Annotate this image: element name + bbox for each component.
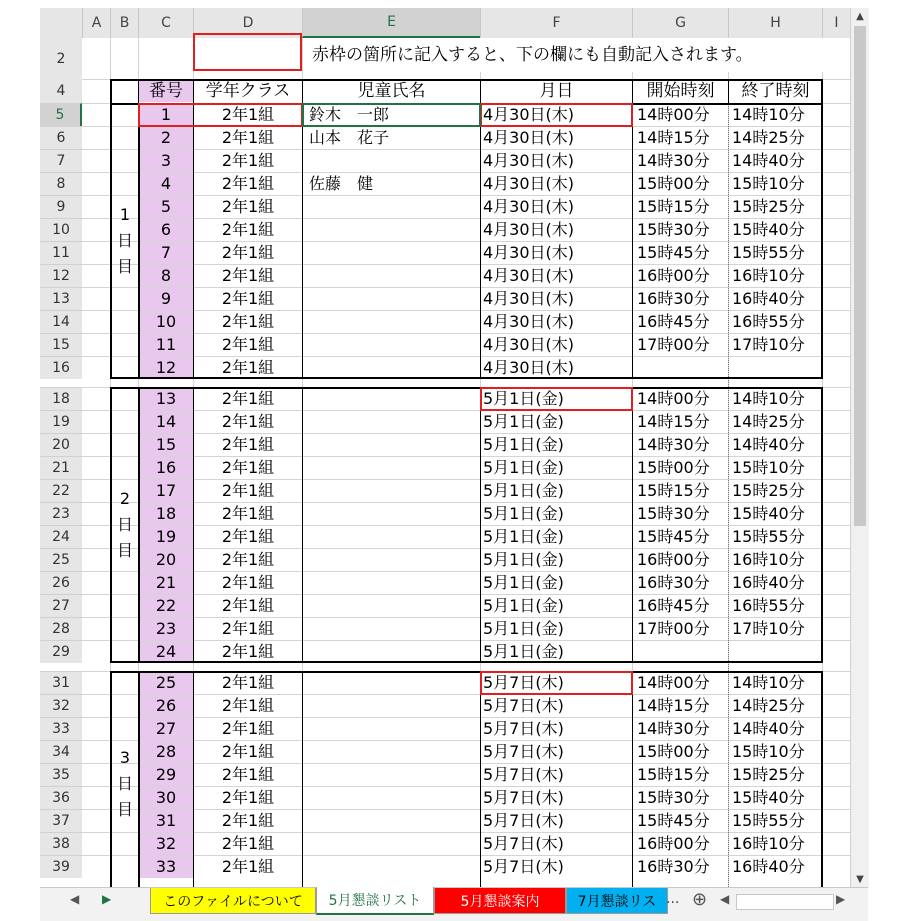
row-number: 20 <box>139 549 193 571</box>
grade-class-cell[interactable]: 2年1組 <box>221 550 275 569</box>
grade-class-cell[interactable]: 2年1組 <box>221 435 275 454</box>
row-number: 17 <box>139 480 193 502</box>
end-time-cell[interactable]: 17時10分 <box>732 335 805 354</box>
column-divider <box>632 387 633 663</box>
day-label-char: 目 <box>116 257 133 276</box>
end-time-cell[interactable]: 15時10分 <box>732 742 805 761</box>
row-number: 10 <box>139 311 193 333</box>
date-cell[interactable]: 5月7日(木) <box>483 719 564 738</box>
grade-class-cell[interactable]: 2年1組 <box>221 389 275 408</box>
end-time-cell[interactable]: 14時40分 <box>732 435 805 454</box>
column-divider <box>193 671 194 887</box>
row-number: 19 <box>139 526 193 548</box>
grade-class-cell[interactable]: 2年1組 <box>221 220 275 239</box>
header-divider <box>728 79 729 103</box>
row-number: 30 <box>139 787 193 809</box>
date-cell[interactable]: 5月1日(金) <box>483 573 564 592</box>
grade-class-cell[interactable]: 2年1組 <box>221 742 275 761</box>
end-time-cell[interactable]: 17時10分 <box>732 619 805 638</box>
day-label-char: 日 <box>116 231 133 250</box>
row-number: 2 <box>139 127 193 149</box>
start-time-cell[interactable]: 16時45分 <box>637 596 710 615</box>
header-start-time: 開始時刻 <box>633 80 728 102</box>
column-header-h[interactable]: H <box>728 8 822 38</box>
grade-class-cell[interactable]: 2年1組 <box>221 527 275 546</box>
end-time-cell[interactable]: 14時10分 <box>732 673 805 692</box>
column-divider <box>480 671 481 887</box>
date-cell[interactable]: 4月30日(木) <box>483 266 575 285</box>
sheet-tab[interactable]: 5月懇談案内 <box>434 888 566 914</box>
date-cell[interactable]: 5月7日(木) <box>483 673 564 692</box>
grade-class-cell[interactable]: 2年1組 <box>221 719 275 738</box>
grade-class-cell[interactable]: 2年1組 <box>221 266 275 285</box>
start-time-cell[interactable]: 14時30分 <box>637 435 710 454</box>
date-cell[interactable]: 5月1日(金) <box>483 504 564 523</box>
group-divider <box>138 103 140 379</box>
active-cell-selection[interactable] <box>302 103 481 127</box>
date-cell[interactable]: 5月1日(金) <box>483 550 564 569</box>
end-time-cell[interactable]: 15時10分 <box>732 174 805 193</box>
row-header[interactable]: 29 <box>40 640 82 663</box>
row-header[interactable]: 13 <box>40 287 82 310</box>
end-time-cell[interactable]: 14時10分 <box>732 105 805 124</box>
date-cell[interactable]: 5月1日(金) <box>483 527 564 546</box>
column-divider <box>480 103 481 379</box>
hscroll-left-icon[interactable]: ◀ <box>720 892 730 906</box>
group-border <box>110 387 823 663</box>
column-divider <box>632 103 633 379</box>
row-number: 18 <box>139 503 193 525</box>
red-number-frame <box>138 103 303 127</box>
start-time-cell[interactable]: 15時15分 <box>637 765 710 784</box>
end-time-cell[interactable]: 15時40分 <box>732 504 805 523</box>
end-time-cell[interactable]: 14時10分 <box>732 389 805 408</box>
row-header[interactable]: 14 <box>40 310 82 333</box>
end-time-cell[interactable]: 15時25分 <box>732 481 805 500</box>
date-cell[interactable]: 5月1日(金) <box>483 458 564 477</box>
sheet-tab[interactable]: 7月懇談リス <box>566 888 668 914</box>
day-label <box>112 202 138 280</box>
start-time-cell[interactable]: 14時00分 <box>637 389 710 408</box>
header-number: 番号 <box>139 80 193 102</box>
date-cell[interactable]: 4月30日(木) <box>483 151 575 170</box>
row-number: 31 <box>139 810 193 832</box>
date-cell[interactable]: 4月30日(木) <box>483 197 575 216</box>
student-name-cell[interactable]: 山本 花子 <box>309 128 390 147</box>
column-divider <box>480 387 481 663</box>
grade-class-cell[interactable]: 2年1組 <box>221 481 275 500</box>
row-number: 29 <box>139 764 193 786</box>
grade-class-cell[interactable]: 2年1組 <box>221 811 275 830</box>
date-cell[interactable]: 5月1日(金) <box>483 389 564 408</box>
grade-class-cell[interactable]: 2年1組 <box>221 573 275 592</box>
instruction-text: 赤枠の箇所に記入すると、下の欄にも自動記入されます。 <box>306 38 826 72</box>
end-time-cell[interactable]: 15時25分 <box>732 765 805 784</box>
end-time-cell[interactable]: 14時40分 <box>732 151 805 170</box>
red-date-frame <box>480 103 633 127</box>
red-input-frame[interactable] <box>193 33 302 71</box>
start-time-cell[interactable]: 15時45分 <box>637 527 710 546</box>
start-time-cell[interactable]: 15時45分 <box>637 811 710 830</box>
column-header-g[interactable]: G <box>632 8 728 38</box>
day-label-char: 2 <box>119 489 131 508</box>
end-time-cell[interactable]: 16時40分 <box>732 573 805 592</box>
grade-class-cell[interactable]: 2年1組 <box>221 696 275 715</box>
grade-class-cell[interactable]: 2年1組 <box>221 197 275 216</box>
header-divider <box>632 79 633 103</box>
date-cell[interactable]: 5月7日(木) <box>483 857 564 876</box>
end-time-cell[interactable]: 14時25分 <box>732 128 805 147</box>
row-number: 8 <box>139 265 193 287</box>
row-number: 6 <box>139 219 193 241</box>
date-cell[interactable]: 5月7日(木) <box>483 834 564 853</box>
start-time-cell[interactable]: 17時00分 <box>637 619 710 638</box>
group-divider <box>138 671 140 897</box>
grade-class-cell[interactable]: 2年1組 <box>221 243 275 262</box>
grade-class-cell[interactable]: 2年1組 <box>221 834 275 853</box>
day-label-char: 日 <box>116 515 133 534</box>
row-number: 5 <box>139 196 193 218</box>
grade-class-cell[interactable]: 2年1組 <box>221 358 275 377</box>
date-cell[interactable]: 5月1日(金) <box>483 435 564 454</box>
column-divider <box>632 671 633 887</box>
date-cell[interactable]: 4月30日(木) <box>483 220 575 239</box>
date-cell[interactable]: 5月7日(木) <box>483 765 564 784</box>
row-number: 26 <box>139 695 193 717</box>
sheet-tab-bar <box>40 887 868 921</box>
vertical-scrollbar[interactable] <box>850 8 869 887</box>
start-time-cell[interactable]: 15時45分 <box>637 243 710 262</box>
row-header[interactable]: 9 <box>40 195 82 218</box>
start-time-cell[interactable]: 14時15分 <box>637 696 710 715</box>
row-header[interactable]: 7 <box>40 149 82 172</box>
day-label-char: 3 <box>119 748 131 767</box>
row-header[interactable]: 28 <box>40 617 82 640</box>
end-time-cell[interactable]: 16時10分 <box>732 266 805 285</box>
row-header[interactable]: 2 <box>40 38 82 79</box>
date-cell[interactable]: 4月30日(木) <box>483 174 575 193</box>
row-number: 13 <box>139 388 193 410</box>
grade-class-cell[interactable]: 2年1組 <box>221 105 275 124</box>
date-cell[interactable]: 5月1日(金) <box>483 481 564 500</box>
start-time-cell[interactable]: 14時00分 <box>637 105 710 124</box>
row-header[interactable]: 11 <box>40 241 82 264</box>
tab-overflow[interactable]: ... <box>666 891 680 907</box>
start-time-cell[interactable]: 16時30分 <box>637 289 710 308</box>
row-header[interactable]: 39 <box>40 855 82 878</box>
row-header[interactable]: 36 <box>40 786 82 809</box>
prev-sheet-icon[interactable]: ◀ <box>70 892 80 906</box>
end-time-cell[interactable]: 16時55分 <box>732 596 805 615</box>
row-header[interactable]: 19 <box>40 410 82 433</box>
row-number: 16 <box>139 457 193 479</box>
end-time-cell[interactable]: 15時40分 <box>732 788 805 807</box>
row-number: 33 <box>139 856 193 878</box>
grade-class-cell[interactable]: 2年1組 <box>221 642 275 661</box>
grade-class-cell[interactable]: 2年1組 <box>221 673 275 692</box>
column-header-c[interactable]: C <box>138 8 193 38</box>
date-cell[interactable]: 5月1日(金) <box>483 642 564 661</box>
date-cell[interactable]: 4月30日(木) <box>483 289 575 308</box>
row-number: 23 <box>139 618 193 640</box>
column-divider <box>302 387 303 663</box>
row-header[interactable]: 20 <box>40 433 82 456</box>
grade-class-cell[interactable]: 2年1組 <box>221 174 275 193</box>
start-time-cell[interactable]: 16時30分 <box>637 573 710 592</box>
column-header-e[interactable]: E <box>302 8 480 38</box>
header-divider <box>480 79 481 103</box>
grade-class-cell[interactable]: 2年1組 <box>221 504 275 523</box>
start-time-cell[interactable]: 14時30分 <box>637 151 710 170</box>
scroll-up-icon[interactable]: ▲ <box>856 10 864 22</box>
header-student-name: 児童氏名 <box>303 80 480 102</box>
start-time-cell[interactable]: 16時00分 <box>637 834 710 853</box>
row-header[interactable]: 12 <box>40 264 82 287</box>
column-divider <box>193 103 194 379</box>
row-number: 25 <box>139 672 193 694</box>
grade-class-cell[interactable]: 2年1組 <box>221 458 275 477</box>
header-border <box>110 79 823 104</box>
row-header[interactable]: 27 <box>40 594 82 617</box>
date-cell[interactable]: 4月30日(木) <box>483 358 575 377</box>
start-time-cell[interactable]: 15時15分 <box>637 197 710 216</box>
end-time-cell[interactable]: 16時10分 <box>732 550 805 569</box>
date-cell[interactable]: 4月30日(木) <box>483 243 575 262</box>
start-time-cell[interactable]: 16時30分 <box>637 857 710 876</box>
start-time-cell[interactable]: 15時15分 <box>637 481 710 500</box>
column-header-i[interactable]: I <box>822 8 850 38</box>
end-time-cell[interactable]: 15時25分 <box>732 197 805 216</box>
column-divider <box>302 671 303 887</box>
row-header[interactable]: 35 <box>40 763 82 786</box>
row-header[interactable]: 4 <box>40 79 82 103</box>
column-header-b[interactable]: B <box>110 8 138 38</box>
end-time-cell[interactable]: 15時40分 <box>732 220 805 239</box>
date-cell[interactable]: 5月7日(木) <box>483 788 564 807</box>
start-time-cell[interactable]: 16時00分 <box>637 550 710 569</box>
row-header[interactable]: 15 <box>40 333 82 356</box>
day-label <box>112 745 138 823</box>
day-label-char: 日 <box>116 774 133 793</box>
header-divider <box>302 79 303 103</box>
row-number: 11 <box>139 334 193 356</box>
row-header[interactable]: 31 <box>40 671 82 694</box>
start-time-cell[interactable]: 15時00分 <box>637 458 710 477</box>
add-sheet-icon[interactable]: ⊕ <box>692 889 708 910</box>
red-date-frame <box>480 387 633 411</box>
column-header-f[interactable]: F <box>480 8 632 38</box>
grade-class-cell[interactable]: 2年1組 <box>221 151 275 170</box>
day-label <box>112 486 138 564</box>
row-header[interactable]: 26 <box>40 571 82 594</box>
sheet-tab[interactable]: このファイルについて <box>150 888 316 914</box>
row-number: 1 <box>139 104 193 126</box>
scroll-thumb[interactable] <box>854 26 866 526</box>
grade-class-cell[interactable]: 2年1組 <box>221 596 275 615</box>
row-header[interactable]: 22 <box>40 479 82 502</box>
student-name-cell[interactable]: 佐藤 健 <box>309 174 374 193</box>
row-header[interactable]: 8 <box>40 172 82 195</box>
hscroll-right-icon[interactable]: ▶ <box>836 892 846 906</box>
header-divider <box>193 79 194 103</box>
group-border <box>110 103 823 379</box>
grade-class-cell[interactable]: 2年1組 <box>221 765 275 784</box>
grade-class-cell[interactable]: 2年1組 <box>221 857 275 876</box>
row-header[interactable]: 23 <box>40 502 82 525</box>
start-time-cell[interactable]: 15時30分 <box>637 788 710 807</box>
horizontal-scrollbar[interactable] <box>736 894 834 910</box>
grade-class-cell[interactable]: 2年1組 <box>221 335 275 354</box>
end-time-cell[interactable]: 14時25分 <box>732 696 805 715</box>
row-number: 9 <box>139 288 193 310</box>
date-cell[interactable]: 4月30日(木) <box>483 128 575 147</box>
end-time-cell[interactable]: 14時25分 <box>732 412 805 431</box>
date-cell[interactable]: 4月30日(木) <box>483 105 575 124</box>
date-cell[interactable]: 5月1日(金) <box>483 412 564 431</box>
end-time-cell[interactable]: 15時10分 <box>732 458 805 477</box>
start-time-cell[interactable]: 16時45分 <box>637 312 710 331</box>
header-end-time: 終了時刻 <box>729 80 822 102</box>
date-cell[interactable]: 5月7日(木) <box>483 742 564 761</box>
row-number: 3 <box>139 150 193 172</box>
row-number: 4 <box>139 173 193 195</box>
start-time-cell[interactable]: 15時00分 <box>637 174 710 193</box>
row-header[interactable]: 33 <box>40 717 82 740</box>
row-number: 22 <box>139 595 193 617</box>
start-time-cell[interactable]: 15時30分 <box>637 220 710 239</box>
header-date: 月日 <box>481 80 632 102</box>
day-label-char: 目 <box>116 800 133 819</box>
group-divider <box>138 387 140 663</box>
row-number: 14 <box>139 411 193 433</box>
start-time-cell[interactable]: 14時30分 <box>637 719 710 738</box>
scroll-down-icon[interactable]: ▼ <box>856 873 864 885</box>
row-header[interactable]: 25 <box>40 548 82 571</box>
red-date-frame <box>480 671 633 695</box>
date-cell[interactable]: 5月1日(金) <box>483 596 564 615</box>
column-divider <box>193 387 194 663</box>
grade-class-cell[interactable]: 2年1組 <box>221 412 275 431</box>
start-time-cell[interactable]: 16時00分 <box>637 266 710 285</box>
date-cell[interactable]: 5月7日(木) <box>483 811 564 830</box>
column-header-d[interactable]: D <box>193 8 302 38</box>
end-time-cell[interactable]: 16時40分 <box>732 857 805 876</box>
end-time-cell[interactable]: 15時55分 <box>732 527 805 546</box>
grade-class-cell[interactable]: 2年1組 <box>221 788 275 807</box>
row-number: 32 <box>139 833 193 855</box>
row-header[interactable]: 18 <box>40 387 82 410</box>
header-divider <box>138 79 139 103</box>
sheet-tab[interactable]: 5月懇談リスト <box>316 887 434 915</box>
start-time-cell[interactable]: 14時15分 <box>637 412 710 431</box>
day-label-char: 目 <box>116 541 133 560</box>
start-time-cell[interactable]: 17時00分 <box>637 335 710 354</box>
grade-class-cell[interactable]: 2年1組 <box>221 128 275 147</box>
end-time-cell[interactable]: 16時55分 <box>732 312 805 331</box>
column-divider <box>302 103 303 379</box>
row-number: 28 <box>139 741 193 763</box>
row-number: 15 <box>139 434 193 456</box>
date-cell[interactable]: 4月30日(木) <box>483 312 575 331</box>
start-time-cell[interactable]: 14時15分 <box>637 128 710 147</box>
student-name-cell[interactable]: 鈴木 一郎 <box>309 105 390 124</box>
grade-class-cell[interactable]: 2年1組 <box>221 619 275 638</box>
row-header[interactable]: 38 <box>40 832 82 855</box>
date-cell[interactable]: 5月7日(木) <box>483 696 564 715</box>
row-header[interactable]: 5 <box>40 103 82 126</box>
next-sheet-icon[interactable]: ▶ <box>102 892 112 906</box>
row-header[interactable]: 16 <box>40 356 82 379</box>
start-time-cell[interactable]: 14時00分 <box>637 673 710 692</box>
row-header[interactable]: 6 <box>40 126 82 149</box>
row-header[interactable]: 21 <box>40 456 82 479</box>
start-time-cell[interactable]: 15時30分 <box>637 504 710 523</box>
end-time-cell[interactable]: 14時40分 <box>732 719 805 738</box>
header-grade-class: 学年クラス <box>194 80 302 102</box>
row-header[interactable]: 10 <box>40 218 82 241</box>
date-cell[interactable]: 5月1日(金) <box>483 619 564 638</box>
select-all-corner[interactable] <box>40 8 82 38</box>
end-time-cell[interactable]: 15時55分 <box>732 811 805 830</box>
row-number: 27 <box>139 718 193 740</box>
row-header[interactable]: 37 <box>40 809 82 832</box>
row-number: 21 <box>139 572 193 594</box>
end-time-cell[interactable]: 16時40分 <box>732 289 805 308</box>
row-number: 12 <box>139 357 193 379</box>
day-label-char: 1 <box>119 205 131 224</box>
column-header-a[interactable]: A <box>82 8 110 38</box>
start-time-cell[interactable]: 15時00分 <box>637 742 710 761</box>
row-number: 24 <box>139 641 193 663</box>
group-border <box>110 671 823 897</box>
row-header[interactable]: 34 <box>40 740 82 763</box>
grade-class-cell[interactable]: 2年1組 <box>221 289 275 308</box>
end-time-cell[interactable]: 15時55分 <box>732 243 805 262</box>
date-cell[interactable]: 4月30日(木) <box>483 335 575 354</box>
grade-class-cell[interactable]: 2年1組 <box>221 312 275 331</box>
row-header[interactable]: 24 <box>40 525 82 548</box>
row-header[interactable]: 32 <box>40 694 82 717</box>
end-time-cell[interactable]: 16時10分 <box>732 834 805 853</box>
row-number: 7 <box>139 242 193 264</box>
